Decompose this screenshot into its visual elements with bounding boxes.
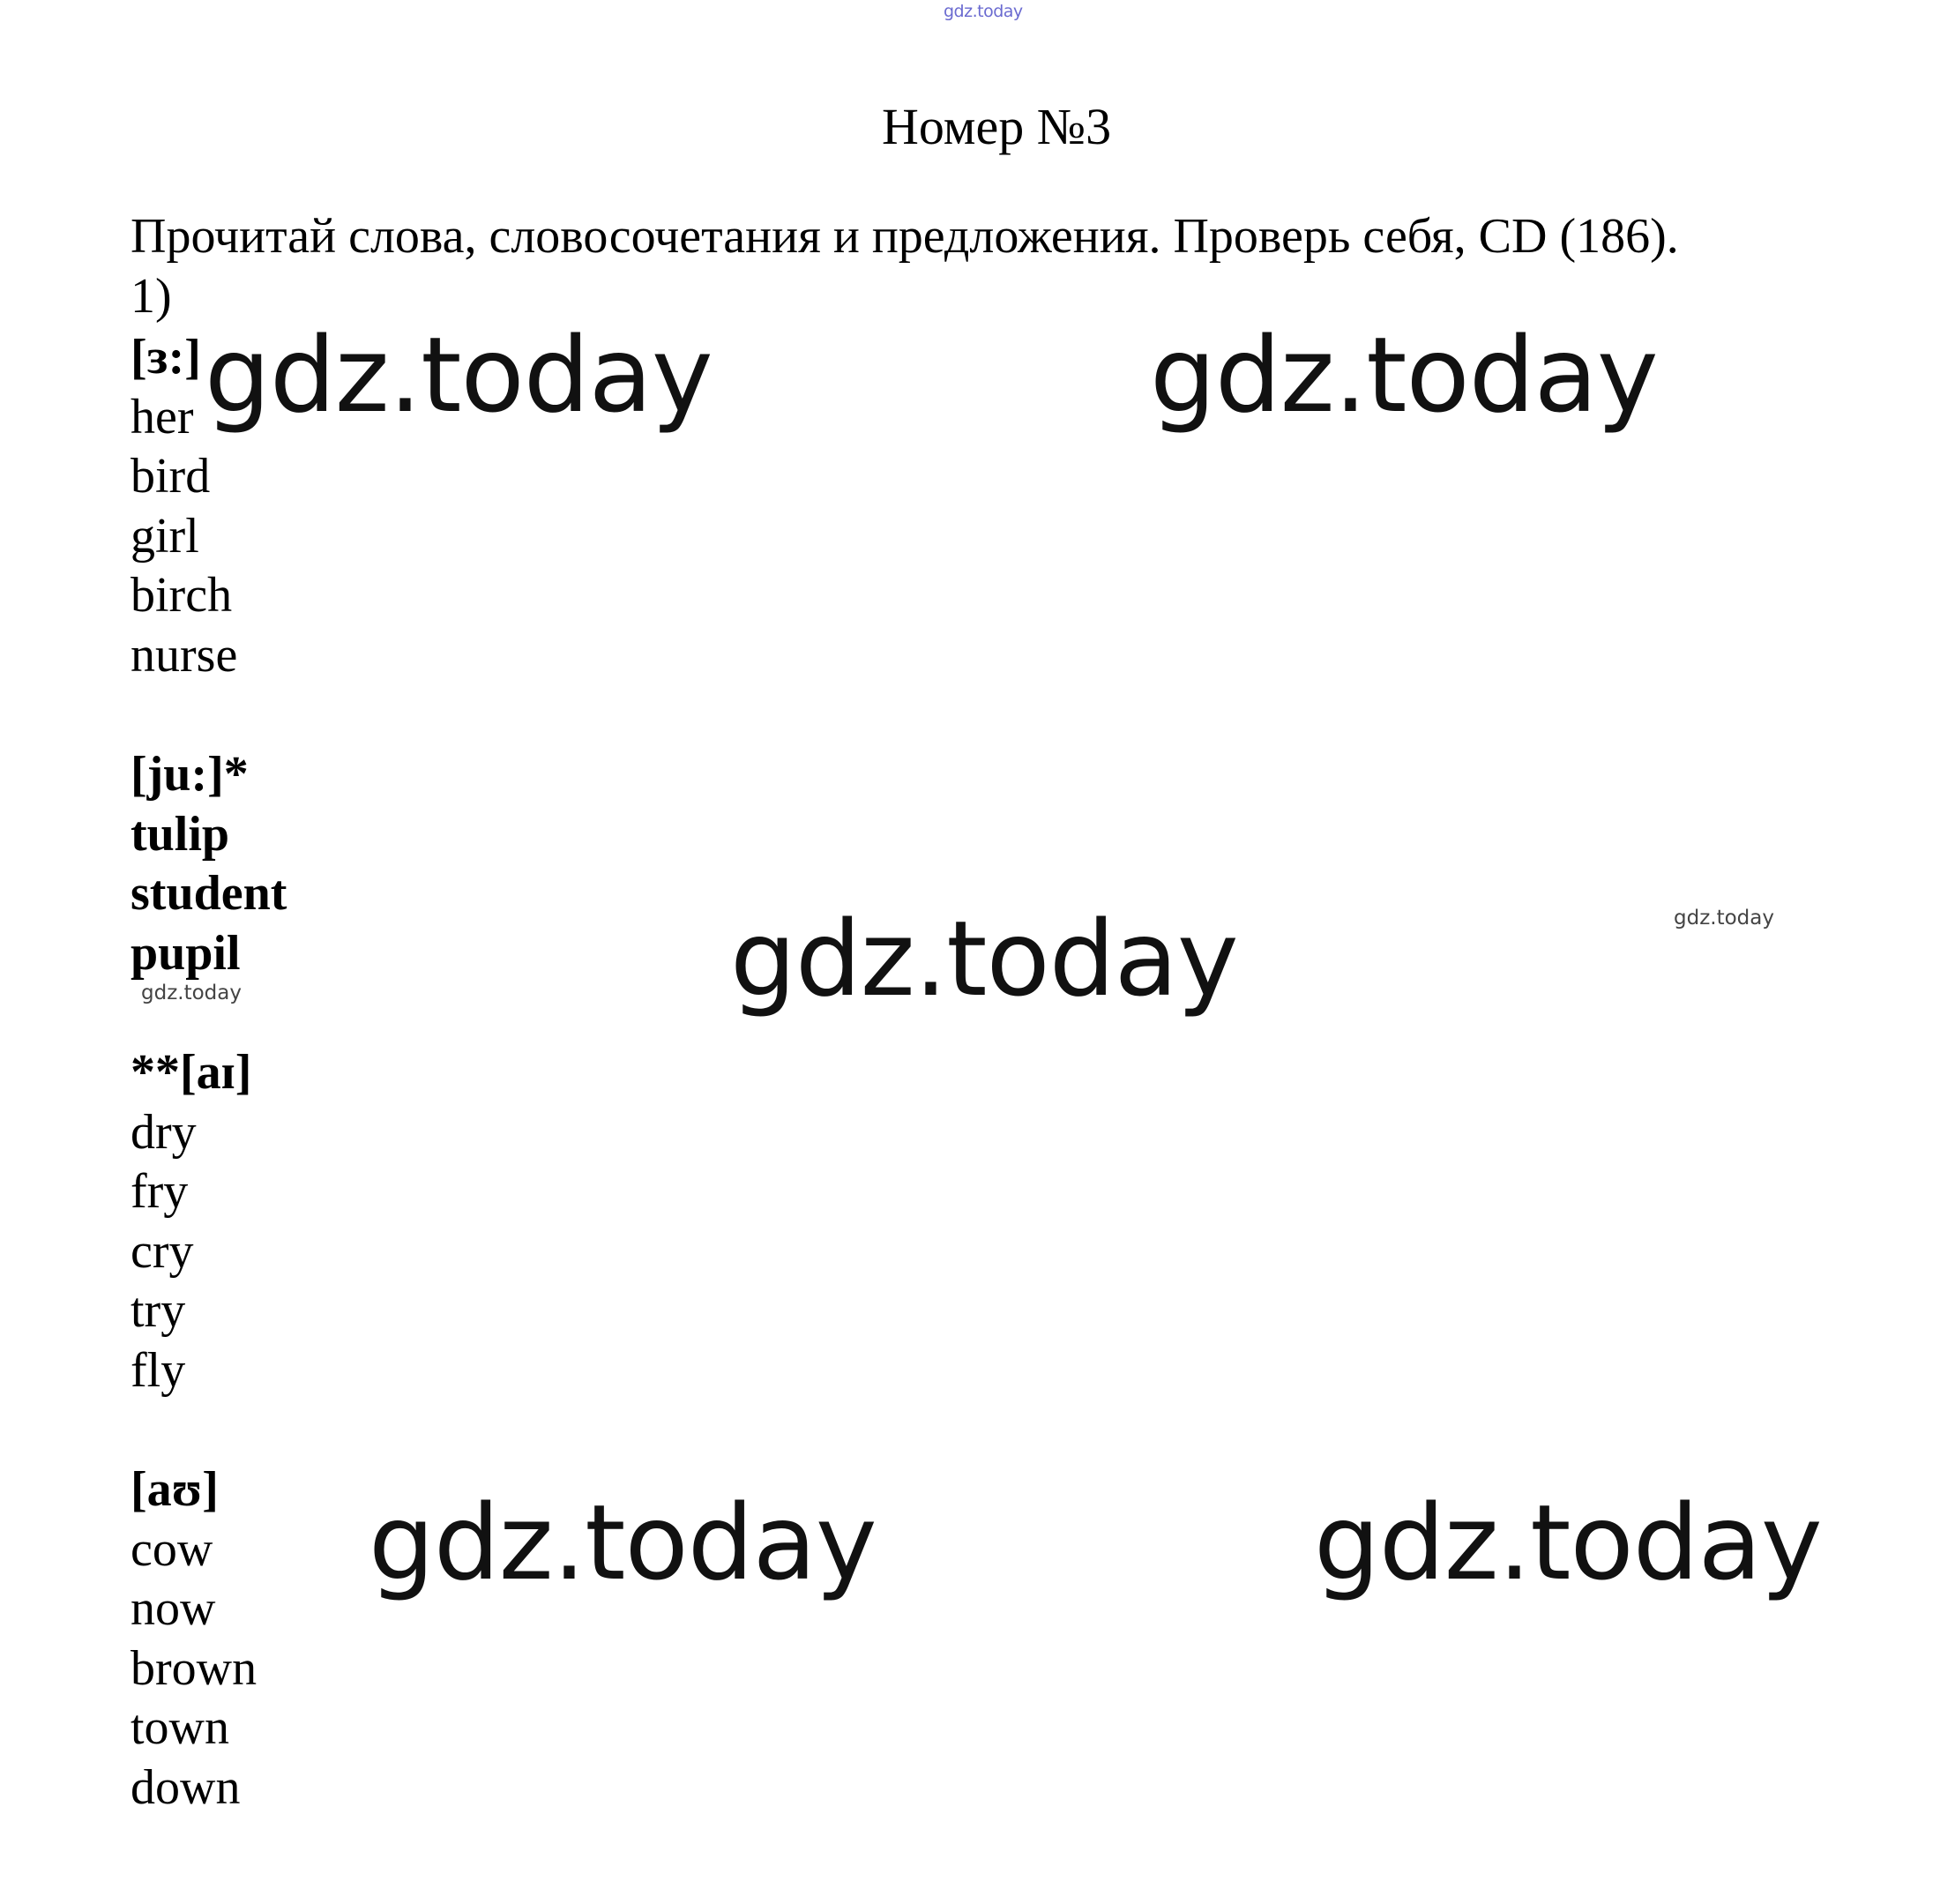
word-item: brown (131, 1640, 257, 1696)
group-heading: [ju:]* (131, 747, 249, 802)
group-heading: **[aɪ] (131, 1045, 252, 1100)
watermark-small-2: gdz.today (141, 982, 242, 1004)
word-item: student (131, 866, 287, 921)
word-item: fry (131, 1164, 189, 1219)
instruction-text: Прочитай слова, словосочетания и предложения. Проверь себя, CD (186). (131, 209, 1679, 264)
word-item: her (131, 389, 194, 444)
word-group-3 (131, 1043, 251, 1400)
task-number: 1) (131, 269, 172, 324)
word-item: dry (131, 1104, 197, 1160)
page-title: Номер №3 (882, 98, 1112, 155)
watermark-top: gdz.today (944, 2, 1023, 21)
watermark-large-5: gdz.today (1314, 1482, 1822, 1603)
word-item: down (131, 1759, 241, 1815)
watermark-large-2: gdz.today (1150, 314, 1658, 436)
word-item: birch (131, 568, 233, 623)
word-item: girl (131, 508, 199, 564)
word-group-4 (131, 1460, 257, 1818)
group-heading: [ɜ:] (131, 330, 201, 385)
word-item: fly (131, 1342, 186, 1398)
word-item: town (131, 1700, 229, 1755)
watermark-small-1: gdz.today (1674, 907, 1774, 930)
word-item: pupil (131, 925, 241, 981)
word-item: cow (131, 1521, 213, 1577)
watermark-large-4: gdz.today (369, 1482, 877, 1603)
word-group-2 (131, 745, 287, 983)
word-item: nurse (131, 627, 238, 683)
word-item: tulip (131, 806, 230, 862)
word-item: cry (131, 1223, 194, 1279)
word-item: now (131, 1581, 216, 1636)
watermark-large-1: gdz.today (205, 314, 713, 436)
word-group-1 (131, 328, 237, 685)
word-item: bird (131, 449, 211, 504)
word-item: try (131, 1283, 186, 1338)
group-heading: [aʊ] (131, 1462, 219, 1517)
watermark-large-3: gdz.today (730, 898, 1238, 1019)
